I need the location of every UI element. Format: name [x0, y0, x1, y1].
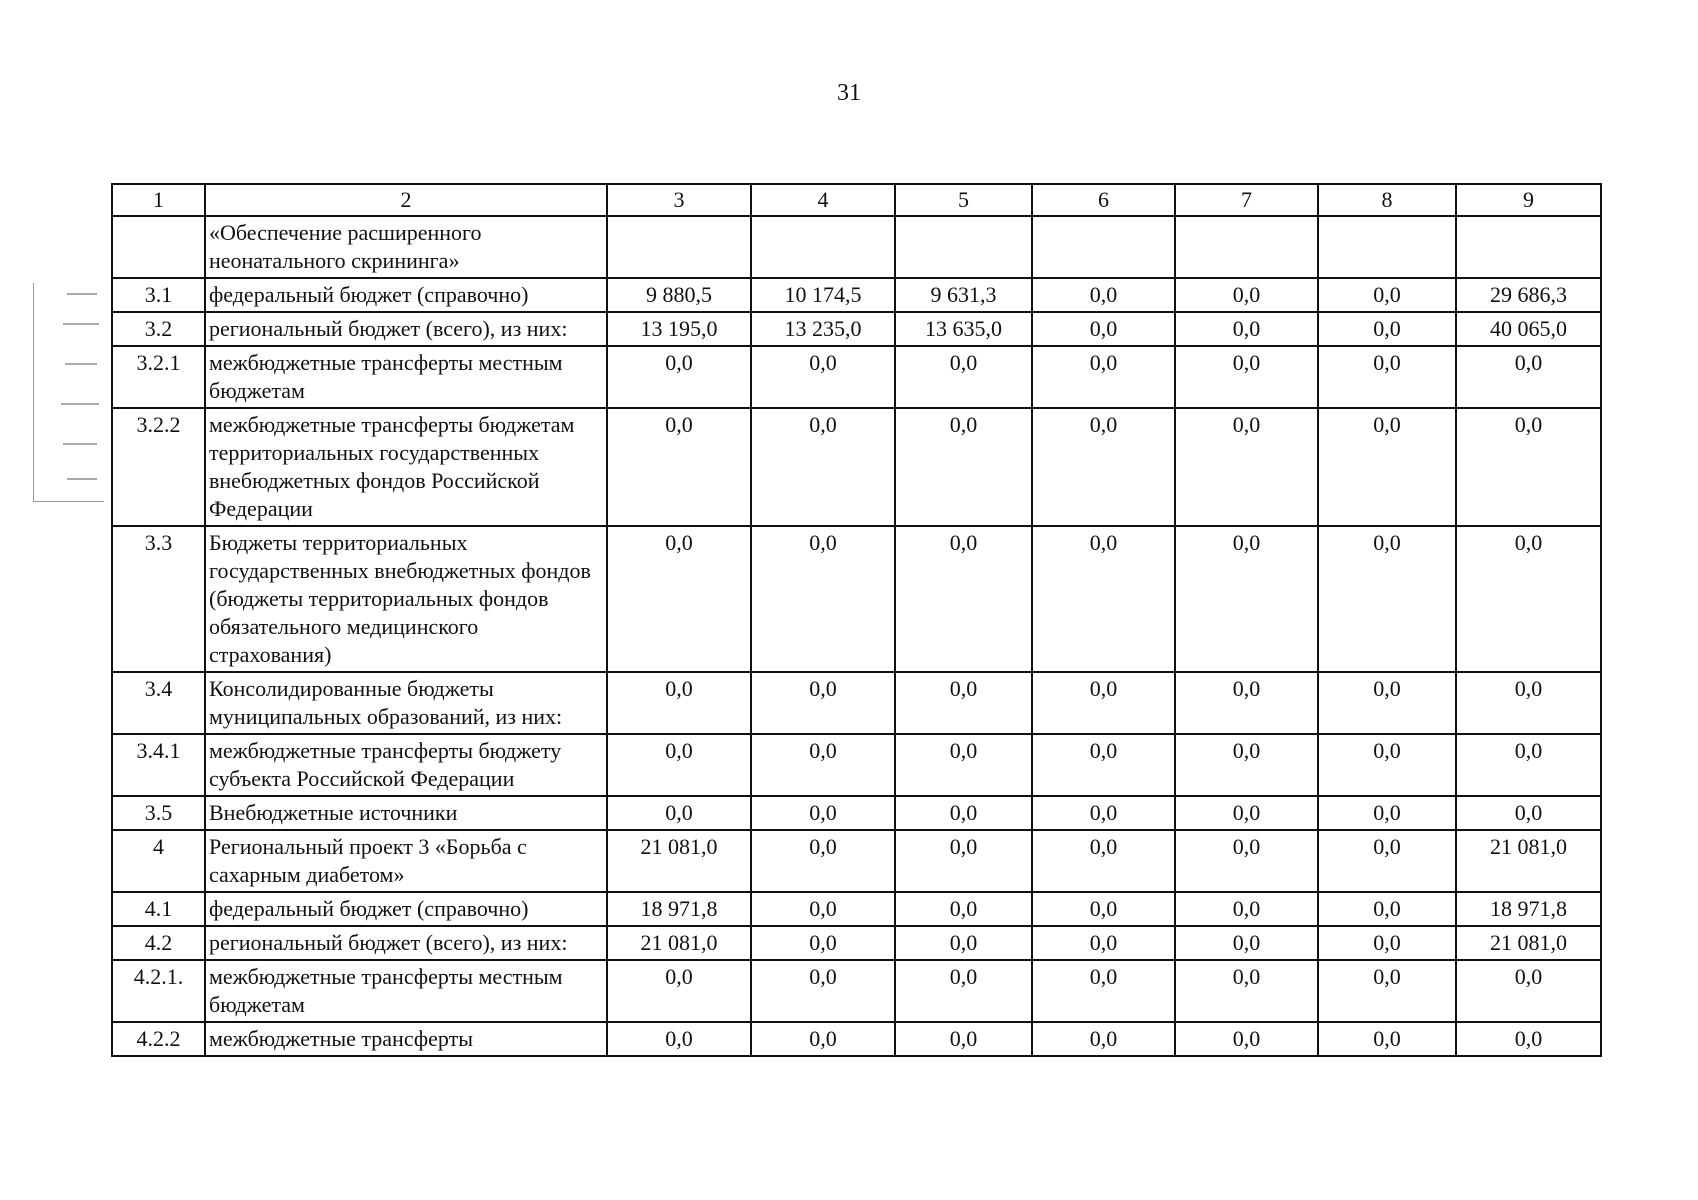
table-row: [112, 892, 1601, 926]
value-cell: 0,0: [751, 408, 895, 526]
row-number: 3.2: [112, 312, 205, 346]
row-number: 4.2.1.: [112, 960, 205, 1022]
value-cell: 0,0: [1456, 672, 1601, 734]
value-cell: 0,0: [1318, 346, 1456, 408]
value-cell: 0,0: [751, 830, 895, 892]
value-cell: 0,0: [751, 926, 895, 960]
column-header: 2: [205, 184, 607, 216]
value-cell: 0,0: [751, 734, 895, 796]
column-header: 9: [1456, 184, 1601, 216]
row-number: 3.4.1: [112, 734, 205, 796]
value-cell: [1175, 216, 1318, 278]
value-cell: 9 880,5: [607, 278, 751, 312]
value-cell: 0,0: [1456, 960, 1601, 1022]
row-description: федеральный бюджет (справочно): [205, 892, 607, 926]
row-number: 3.4: [112, 672, 205, 734]
value-cell: [1456, 216, 1601, 278]
value-cell: 0,0: [1032, 830, 1175, 892]
value-cell: 0,0: [607, 734, 751, 796]
value-cell: 0,0: [1032, 526, 1175, 672]
row-description: Бюджеты территориальных государственных внебюджетных фондов (бюджеты территориальных фондов обязательного медицинского страхования): [205, 526, 607, 672]
value-cell: 0,0: [751, 1022, 895, 1056]
value-cell: 9 631,3: [895, 278, 1032, 312]
value-cell: 18 971,8: [607, 892, 751, 926]
column-header: 7: [1175, 184, 1318, 216]
table-row: [112, 1022, 1601, 1056]
value-cell: 0,0: [1032, 672, 1175, 734]
value-cell: 0,0: [1032, 278, 1175, 312]
value-cell: 0,0: [1318, 672, 1456, 734]
value-cell: 0,0: [751, 526, 895, 672]
row-description: Консолидированные бюджеты муниципальных образований, из них:: [205, 672, 607, 734]
value-cell: 0,0: [751, 960, 895, 1022]
table-row: [112, 526, 1601, 672]
value-cell: 0,0: [751, 672, 895, 734]
value-cell: 0,0: [607, 960, 751, 1022]
value-cell: 13 195,0: [607, 312, 751, 346]
value-cell: 0,0: [1175, 926, 1318, 960]
row-description: межбюджетные трансферты: [205, 1022, 607, 1056]
value-cell: 0,0: [1175, 408, 1318, 526]
stamp-mark: [67, 293, 97, 295]
value-cell: 0,0: [895, 830, 1032, 892]
value-cell: 0,0: [1456, 346, 1601, 408]
row-number: 4.2: [112, 926, 205, 960]
row-description: Региональный проект 3 «Борьба с сахарным диабетом»: [205, 830, 607, 892]
value-cell: 0,0: [1032, 408, 1175, 526]
page-number: 31: [837, 80, 861, 106]
value-cell: 0,0: [1318, 408, 1456, 526]
value-cell: 0,0: [1456, 734, 1601, 796]
value-cell: 0,0: [1032, 312, 1175, 346]
table-row: [112, 734, 1601, 796]
value-cell: 0,0: [1318, 734, 1456, 796]
value-cell: 0,0: [1175, 1022, 1318, 1056]
row-description: межбюджетные трансферты местным бюджетам: [205, 346, 607, 408]
value-cell: 0,0: [1456, 1022, 1601, 1056]
column-header: 6: [1032, 184, 1175, 216]
value-cell: 0,0: [1318, 830, 1456, 892]
value-cell: 0,0: [607, 408, 751, 526]
value-cell: 0,0: [1456, 408, 1601, 526]
value-cell: 0,0: [1175, 960, 1318, 1022]
margin-registration-stamp: [33, 283, 105, 503]
value-cell: 0,0: [1032, 960, 1175, 1022]
stamp-mark: [63, 323, 99, 325]
value-cell: 0,0: [1318, 278, 1456, 312]
row-description: региональный бюджет (всего), из них:: [205, 926, 607, 960]
column-header: 4: [751, 184, 895, 216]
value-cell: 0,0: [1318, 1022, 1456, 1056]
value-cell: 0,0: [1318, 892, 1456, 926]
column-header: 3: [607, 184, 751, 216]
row-number: 3.3: [112, 526, 205, 672]
value-cell: 0,0: [607, 672, 751, 734]
row-number: 3.5: [112, 796, 205, 830]
row-number: 3.2.1: [112, 346, 205, 408]
value-cell: 0,0: [1318, 960, 1456, 1022]
row-number: 4.1: [112, 892, 205, 926]
value-cell: 10 174,5: [751, 278, 895, 312]
row-number: [112, 216, 205, 278]
table-row: [112, 830, 1601, 892]
value-cell: 0,0: [751, 796, 895, 830]
value-cell: 0,0: [1318, 796, 1456, 830]
row-number: 3.2.2: [112, 408, 205, 526]
value-cell: 0,0: [1032, 346, 1175, 408]
value-cell: 21 081,0: [1456, 830, 1601, 892]
table-row: [112, 278, 1601, 312]
value-cell: 0,0: [1175, 672, 1318, 734]
value-cell: 0,0: [1032, 926, 1175, 960]
value-cell: 21 081,0: [1456, 926, 1601, 960]
value-cell: 0,0: [895, 960, 1032, 1022]
value-cell: 29 686,3: [1456, 278, 1601, 312]
row-description: межбюджетные трансферты местным бюджетам: [205, 960, 607, 1022]
value-cell: 0,0: [895, 1022, 1032, 1056]
value-cell: 21 081,0: [607, 926, 751, 960]
value-cell: 0,0: [1032, 892, 1175, 926]
value-cell: [1032, 216, 1175, 278]
value-cell: 0,0: [895, 408, 1032, 526]
row-description: региональный бюджет (всего), из них:: [205, 312, 607, 346]
stamp-mark: [67, 478, 97, 480]
value-cell: 0,0: [895, 346, 1032, 408]
table-row: [112, 216, 1601, 278]
value-cell: 0,0: [1175, 830, 1318, 892]
row-description: Внебюджетные источники: [205, 796, 607, 830]
stamp-mark: [63, 443, 97, 445]
value-cell: 0,0: [751, 892, 895, 926]
value-cell: 0,0: [1175, 346, 1318, 408]
value-cell: [895, 216, 1032, 278]
value-cell: 0,0: [1456, 526, 1601, 672]
table-row: [112, 312, 1601, 346]
value-cell: [607, 216, 751, 278]
row-number: 3.1: [112, 278, 205, 312]
value-cell: 0,0: [607, 1022, 751, 1056]
stamp-frame: [33, 283, 104, 502]
row-description: федеральный бюджет (справочно): [205, 278, 607, 312]
value-cell: 0,0: [1175, 312, 1318, 346]
column-header: 1: [112, 184, 205, 216]
row-description: межбюджетные трансферты бюджету субъекта Российской Федерации: [205, 734, 607, 796]
value-cell: 0,0: [1318, 312, 1456, 346]
value-cell: 21 081,0: [607, 830, 751, 892]
value-cell: 13 235,0: [751, 312, 895, 346]
value-cell: 0,0: [1318, 526, 1456, 672]
value-cell: 40 065,0: [1456, 312, 1601, 346]
table-row: [112, 796, 1601, 830]
column-header: 5: [895, 184, 1032, 216]
value-cell: 0,0: [751, 346, 895, 408]
value-cell: 0,0: [607, 796, 751, 830]
value-cell: 0,0: [1032, 1022, 1175, 1056]
row-number: 4: [112, 830, 205, 892]
stamp-mark: [65, 363, 97, 365]
value-cell: 0,0: [895, 926, 1032, 960]
value-cell: 0,0: [1456, 796, 1601, 830]
value-cell: 0,0: [895, 796, 1032, 830]
stamp-mark: [61, 403, 99, 405]
value-cell: 0,0: [895, 892, 1032, 926]
column-header: 8: [1318, 184, 1456, 216]
value-cell: 0,0: [1175, 796, 1318, 830]
value-cell: 0,0: [895, 526, 1032, 672]
value-cell: 0,0: [1175, 734, 1318, 796]
table-row: [112, 346, 1601, 408]
value-cell: [1318, 216, 1456, 278]
value-cell: 0,0: [1032, 796, 1175, 830]
value-cell: 18 971,8: [1456, 892, 1601, 926]
budget-table: [111, 183, 1602, 1057]
value-cell: 0,0: [607, 346, 751, 408]
value-cell: 0,0: [1175, 278, 1318, 312]
value-cell: 0,0: [1175, 526, 1318, 672]
value-cell: 0,0: [607, 526, 751, 672]
value-cell: 0,0: [1032, 734, 1175, 796]
table-row: [112, 926, 1601, 960]
value-cell: 13 635,0: [895, 312, 1032, 346]
row-number: 4.2.2: [112, 1022, 205, 1056]
value-cell: 0,0: [895, 734, 1032, 796]
table-row: [112, 408, 1601, 526]
value-cell: 0,0: [1175, 892, 1318, 926]
row-description: межбюджетные трансферты бюджетам территориальных государственных внебюджетных фондов Российской Федерации: [205, 408, 607, 526]
value-cell: [751, 216, 895, 278]
table-row: [112, 960, 1601, 1022]
table-row: [112, 672, 1601, 734]
value-cell: 0,0: [895, 672, 1032, 734]
column-number-header-row: [112, 184, 1601, 216]
row-description: «Обеспечение расширенного неонатального скрининга»: [205, 216, 607, 278]
value-cell: 0,0: [1318, 926, 1456, 960]
